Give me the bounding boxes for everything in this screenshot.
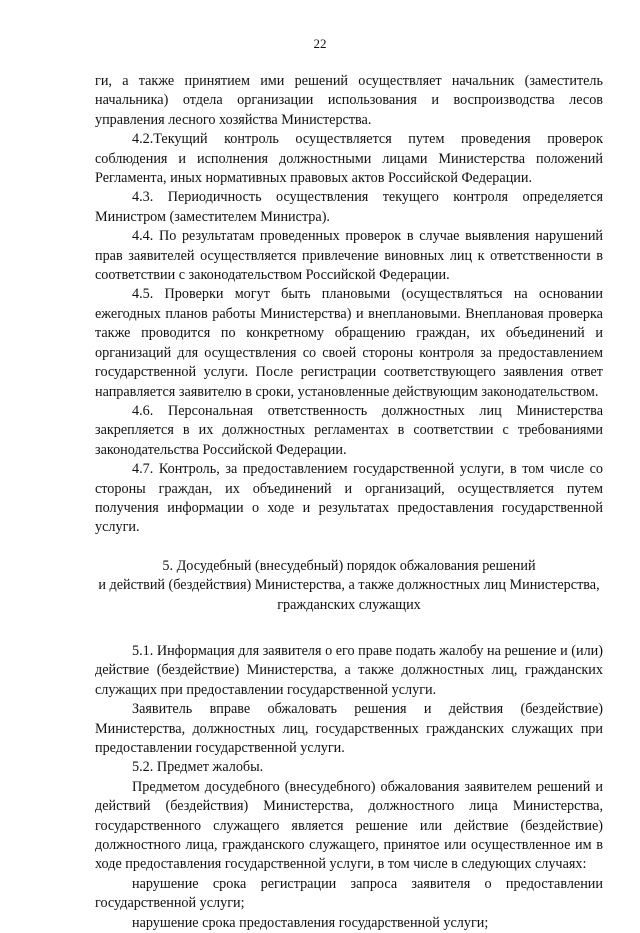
paragraph-4-6: 4.6. Персональная ответственность должностных лиц Министерства закрепляется в их должностных регламентах в соответствии с требованиями законодательства Российской Федерации.: [95, 402, 603, 458]
paragraph-continuation: ги, а также принятием ими решений осуществляет начальник (заместитель начальника) отдела организации использования и воспроизводства лесов управления лесного хозяйства Министерства.: [95, 73, 603, 128]
document-body: [95, 72, 603, 933]
paragraph-4-4: 4.4. По результатам проведенных проверок в случае выявления нарушений прав заявителей осуществляется привлечение виновных лиц к ответственности в соответствии с законодательством Российской Федерации.: [95, 228, 603, 284]
paragraph-4-3: 4.3. Периодичность осуществления текущего контроля определяется Министром (заместителем Министра).: [95, 189, 603, 225]
list-item-service-deadline: нарушение срока предоставления государственной услуги;: [132, 914, 489, 931]
section-heading-line-3: гражданских служащих: [277, 596, 421, 613]
section-heading-line-1: 5. Досудебный (внесудебный) порядок обжалования решений: [162, 557, 536, 574]
section-heading-line-2: и действий (бездействия) Министерства, а также должностных лиц Министерства,: [98, 577, 600, 594]
paragraph-4-7: 4.7. Контроль, за предоставлением государственной услуги, в том числе со стороны граждан, их объединений и организаций, осуществляется путем получения информации о ходе и результатах предоставления государственной услуги.: [95, 461, 603, 536]
page-number: 22: [313, 36, 327, 51]
section-5-heading: [95, 557, 603, 615]
paragraph-5-2: 5.2. Предмет жалобы.: [132, 759, 264, 776]
paragraph-subject-of-complaint: Предметом досудебного (внесудебного) обжалования заявителем решений и действий (бездействия) Министерства, должностного лица Министерства, государственного служащего является решение или действие (бездействие) должностного лица, гражданского служащего, принятое или осуществленное им в ходе предоставления государственной услуги, в том числе в следующих случаях:: [95, 778, 603, 873]
paragraph-right-to-appeal: Заявитель вправе обжаловать решения и действия (бездействие) Министерства, должностных лиц, государственных гражданских служащих при предоставлении государственной услуги.: [95, 701, 603, 756]
paragraph-5-1: 5.1. Информация для заявителя о его праве подать жалобу на решение и (или) действие (бездействие) Министерства, а также должностных лиц, гражданских служащих при предоставлении государственной услуги.: [95, 642, 603, 698]
paragraph-4-5: 4.5. Проверки могут быть плановыми (осуществляться на основании ежегодных планов работы Министерства) и внеплановыми. Внеплановая проверка также проводится по конкретному обращению граждан, их объединений и организаций для осуществления со своей стороны контроля за предоставлением государственной услуги. После регистрации соответствующего заявления ответ направляется заявителю в сроки, установленные действующим законодательством.: [95, 286, 603, 400]
paragraph-4-2: 4.2.Текущий контроль осуществляется путем проведения проверок соблюдения и исполнения должностными лицами Министерства положений Регламента, иных нормативных правовых актов Российской Федерации.: [95, 131, 603, 187]
list-item-registration-deadline: нарушение срока регистрации запроса заявителя о предоставлении государственной услуги;: [95, 875, 603, 912]
